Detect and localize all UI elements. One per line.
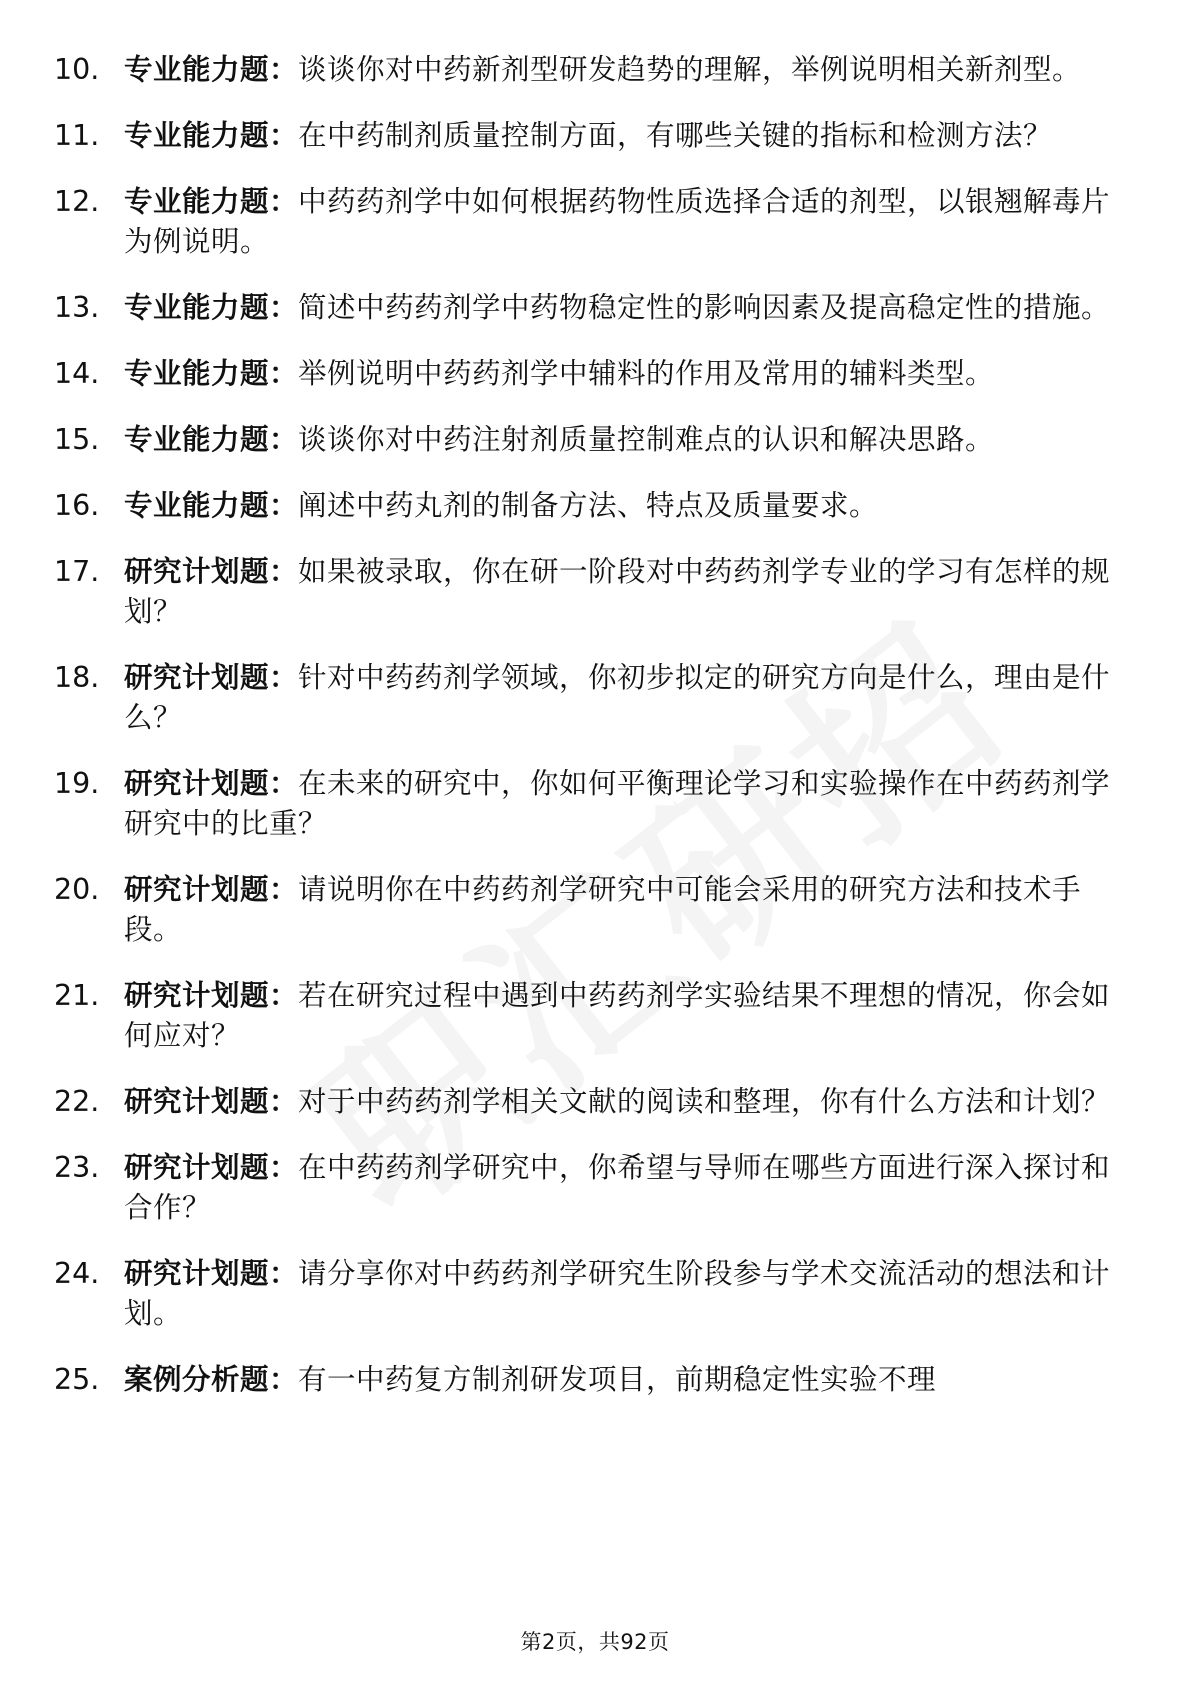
- question-body: [124, 182, 1114, 262]
- question-body: [124, 976, 1114, 1056]
- question-number: 25.: [54, 1363, 100, 1396]
- question-number: 23.: [54, 1151, 100, 1184]
- question-number: 13.: [54, 291, 100, 324]
- question-text: 如果被录取，你在研一阶段对中药药剂学专业的学习有怎样的规划？: [124, 555, 1111, 628]
- question-category: 研究计划题：: [124, 661, 299, 694]
- question-text: 中药药剂学中如何根据药物性质选择合适的剂型，以银翘解毒片为例说明。: [124, 185, 1111, 258]
- page-number: 第2页，共92页: [520, 1630, 670, 1654]
- question-number: 14.: [54, 357, 100, 390]
- question-item: [54, 658, 1114, 738]
- question-item: [54, 764, 1114, 844]
- question-item: [54, 182, 1114, 262]
- question-item: [54, 354, 1114, 394]
- question-number: 12.: [54, 185, 100, 218]
- question-body: [124, 288, 1114, 328]
- question-category: 专业能力题：: [124, 291, 299, 324]
- question-text: 谈谈你对中药注射剂质量控制难点的认识和解决思路。: [298, 423, 995, 456]
- question-body: [124, 50, 1114, 90]
- question-text: 针对中药药剂学领域，你初步拟定的研究方向是什么，理由是什么？: [124, 661, 1111, 734]
- question-number: 18.: [54, 661, 100, 694]
- question-item: [54, 116, 1114, 156]
- question-item: [54, 1148, 1114, 1228]
- question-text: 在中药制剂质量控制方面，有哪些关键的指标和检测方法？: [298, 119, 1053, 152]
- question-number: 24.: [54, 1257, 100, 1290]
- question-category: 专业能力题：: [124, 185, 299, 218]
- question-number: 19.: [54, 767, 100, 800]
- question-text: 简述中药药剂学中药物稳定性的影响因素及提高稳定性的措施。: [298, 291, 1111, 324]
- question-item: [54, 1082, 1114, 1122]
- question-number: 16.: [54, 489, 100, 522]
- question-number: 21.: [54, 979, 100, 1012]
- question-list: [54, 50, 1114, 1426]
- question-body: [124, 764, 1114, 844]
- question-text: 请说明你在中药药剂学研究中可能会采用的研究方法和技术手段。: [124, 873, 1082, 946]
- question-text: 在未来的研究中，你如何平衡理论学习和实验操作在中药药剂学研究中的比重？: [124, 767, 1111, 840]
- question-category: 研究计划题：: [124, 873, 299, 906]
- question-text: 若在研究过程中遇到中药药剂学实验结果不理想的情况，你会如何应对？: [124, 979, 1111, 1052]
- question-text: 举例说明中药药剂学中辅料的作用及常用的辅料类型。: [298, 357, 995, 390]
- question-text: 在中药药剂学研究中，你希望与导师在哪些方面进行深入探讨和合作？: [124, 1151, 1111, 1224]
- question-body: [124, 658, 1114, 738]
- question-body: [124, 486, 1114, 526]
- question-category: 研究计划题：: [124, 1151, 299, 1184]
- question-number: 17.: [54, 555, 100, 588]
- question-item: [54, 1360, 1114, 1400]
- question-text: 对于中药药剂学相关文献的阅读和整理，你有什么方法和计划？: [298, 1085, 1111, 1118]
- question-item: [54, 1254, 1114, 1334]
- question-body: [124, 1082, 1114, 1122]
- question-category: 专业能力题：: [124, 119, 299, 152]
- question-body: [124, 116, 1114, 156]
- question-number: 10.: [54, 53, 100, 86]
- question-body: [124, 1360, 1114, 1400]
- question-category: 专业能力题：: [124, 489, 299, 522]
- question-text: 谈谈你对中药新剂型研发趋势的理解，举例说明相关新剂型。: [298, 53, 1082, 86]
- question-body: [124, 1254, 1114, 1334]
- question-number: 15.: [54, 423, 100, 456]
- question-category: 专业能力题：: [124, 53, 299, 86]
- question-body: [124, 1148, 1114, 1228]
- question-item: [54, 50, 1114, 90]
- question-category: 研究计划题：: [124, 555, 299, 588]
- question-number: 20.: [54, 873, 100, 906]
- question-body: [124, 552, 1114, 632]
- question-body: [124, 870, 1114, 950]
- question-category: 专业能力题：: [124, 357, 299, 390]
- question-body: [124, 420, 1114, 460]
- question-category: 研究计划题：: [124, 1257, 299, 1290]
- question-number: 11.: [54, 119, 100, 152]
- question-category: 研究计划题：: [124, 767, 299, 800]
- question-text: 请分享你对中药药剂学研究生阶段参与学术交流活动的想法和计划。: [124, 1257, 1111, 1330]
- question-item: [54, 486, 1114, 526]
- question-text: 阐述中药丸剂的制备方法、特点及质量要求。: [298, 489, 879, 522]
- question-item: [54, 870, 1114, 950]
- question-category: 研究计划题：: [124, 1085, 299, 1118]
- question-category: 专业能力题：: [124, 423, 299, 456]
- question-item: [54, 288, 1114, 328]
- question-item: [54, 976, 1114, 1056]
- question-item: [54, 552, 1114, 632]
- question-item: [54, 420, 1114, 460]
- question-number: 22.: [54, 1085, 100, 1118]
- question-body: [124, 354, 1114, 394]
- question-category: 研究计划题：: [124, 979, 299, 1012]
- question-text: 有一中药复方制剂研发项目，前期稳定性实验不理: [298, 1363, 937, 1396]
- question-category: 案例分析题：: [124, 1363, 299, 1396]
